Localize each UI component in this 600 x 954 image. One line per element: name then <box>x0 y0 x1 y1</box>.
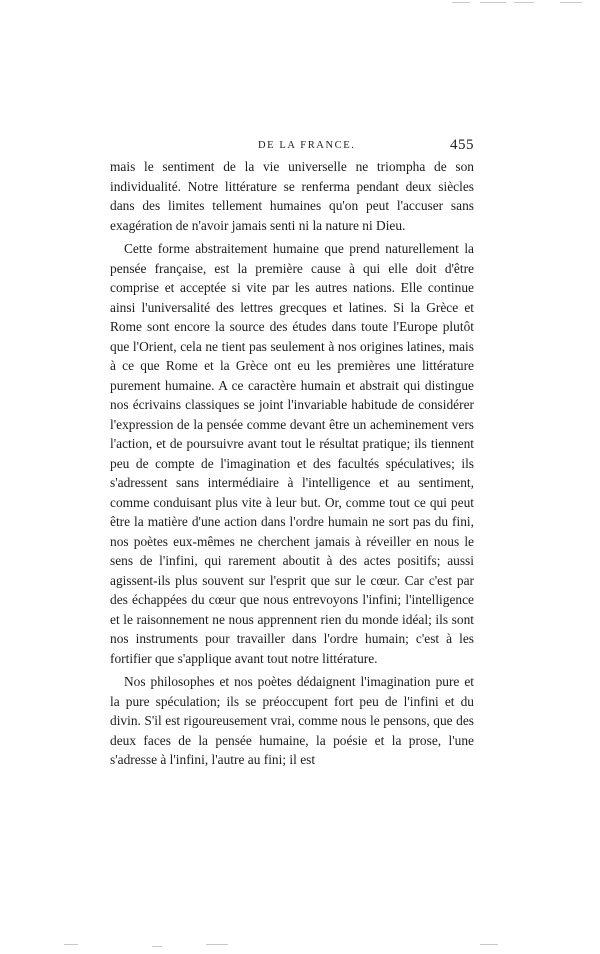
bottom-edge-mark <box>480 944 498 945</box>
paragraph: Nos philosophes et nos poètes dédaignent l'imagination pure et la pure spéculation; ils se préoccupent fort peu de l'infini et du divin. S'il est rigoureusement vrai, comme nous le pensons, que des deux faces de la pensée humaine, la poésie et la prose, l'une s'adresse à l'infini, l'autre au fini; il est <box>110 674 474 767</box>
bottom-edge-mark <box>206 944 228 945</box>
bottom-edge-mark <box>64 944 78 945</box>
running-head: DE LA FRANCE. <box>258 140 356 151</box>
top-edge-mark <box>452 2 470 3</box>
page-number: 455 <box>450 137 474 153</box>
bottom-edge-mark <box>152 946 162 947</box>
body-text <box>110 157 474 774</box>
page-header <box>110 137 474 155</box>
paragraph-continued: mais le sentiment de la vie universelle ne triompha de son individualité. Notre littérature se renferma pendant deux siècles dans des limites tellement humaines qu'on peut l'accuser sans exagération de n'avoir jamais senti ni la nature ni Dieu. <box>110 159 474 233</box>
paragraph: Cette forme abstraitement humaine que prend naturellement la pensée française, est la première cause à qui elle doit d'être comprise et acceptée si vite par les autres nations. Elle continue ainsi l'universalité des lettres grecques et latines. Si la Grèce et Rome sont encore la source des études dans toute l'Europe plutôt que l'Orient, cela ne tient pas seulement à nos origines latines, mais à ce que Rome et la Grèce ont eu les premières une littérature purement humaine. A ce caractère humain et abstrait qui distingue nos écrivains classiques se joint l'invariable habitude de considérer l'expression de la pensée comme devant être un acheminement vers l'action, et de poursuivre avant tout le résultat pratique; ils tiennent peu de compte de l'imagination et des facultés spéculatives; ils s'adressent sans intermédiaire à l'intelligence et au sentiment, comme conduisant plus vite à leur but. Or, comme tout ce qui peut être la matière d'une action dans l'ordre humain ne sort pas du fini, nos poètes eux-mêmes ne cherchent jamais à réveiller en nous le sens de l'infini, qui rarement aboutit à des actes positifs; aussi agissent-ils plus souvent sur l'esprit que sur le cœur. Car c'est par des échappées du cœur que nous entrevoyons l'infini; l'intelligence et le raisonnement ne nous apprennent rien du monde idéal; ils sont nos instruments pour travailler dans l'ordre humain; c'est à les fortifier que s'applique avant tout notre littérature. <box>110 241 474 666</box>
top-edge-mark <box>480 2 506 3</box>
top-edge-mark <box>560 2 582 3</box>
top-edge-mark <box>514 2 534 3</box>
